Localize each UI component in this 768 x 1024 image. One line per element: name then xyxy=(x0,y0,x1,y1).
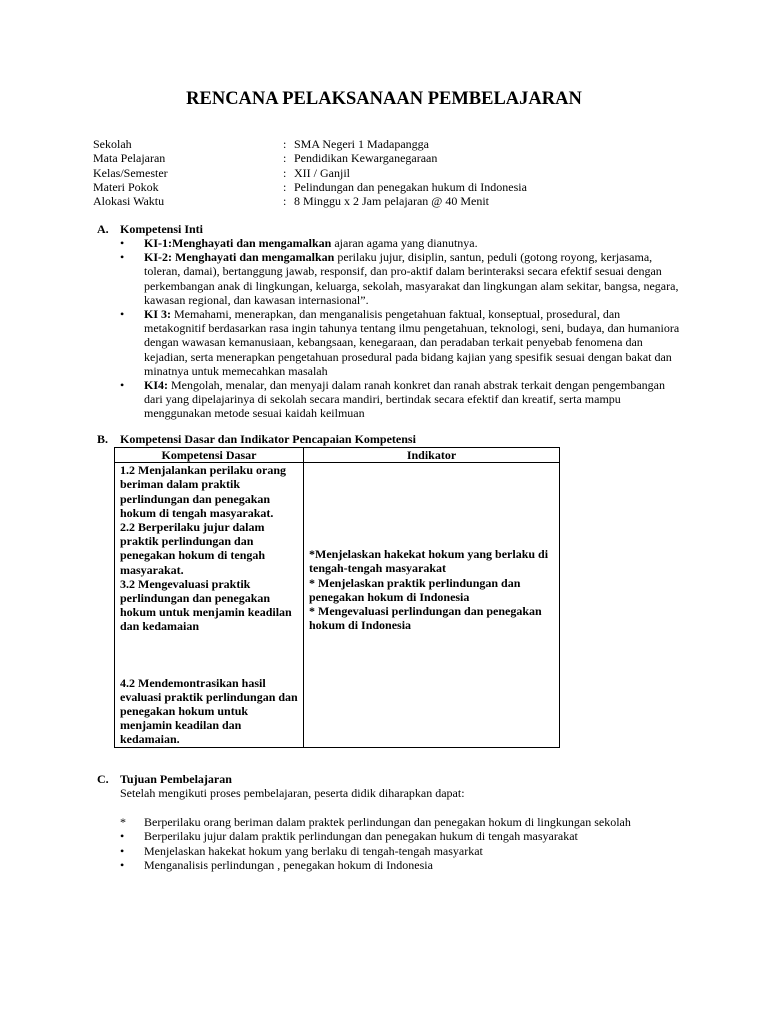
bullet-icon: • xyxy=(120,250,125,265)
ki-label: KI4: xyxy=(144,378,168,393)
list-item xyxy=(120,236,680,250)
identity-info xyxy=(93,137,693,208)
info-row-kelas-semester xyxy=(93,166,693,180)
kd-item: 1.2 Menjalankan perilaku orang beriman dalam praktik perlindungan dan penegakan hokum di tengah masyarakat. xyxy=(120,463,287,520)
indikator-item: *Menjelaskan hakekat hokum yang berlaku di tengah-tengah masyarakat xyxy=(309,547,549,576)
info-row-materi-pokok xyxy=(93,180,693,194)
bullet-icon: • xyxy=(120,236,125,250)
list-item xyxy=(120,829,700,843)
list-item xyxy=(120,250,680,307)
info-colon: : xyxy=(283,151,287,166)
indikator-list xyxy=(309,463,554,632)
kd-spacer xyxy=(120,634,298,676)
kd-item: 3.2 Mengevaluasi praktik perlindungan dan penegakan hokum untuk menjamin keadilan dan kedamaian xyxy=(120,576,292,634)
indikator-item: * Mengevaluasi perlindungan dan penegakan hokum di Indonesia xyxy=(309,604,542,633)
info-value: 8 Minggu x 2 Jam pelajaran @ 40 Menit xyxy=(294,194,490,209)
ki-label: KI 3: xyxy=(144,307,171,322)
section-b-heading xyxy=(97,432,416,446)
info-value: Pelindungan dan penegakan hukum di Indonesia xyxy=(294,179,527,194)
info-label: Materi Pokok xyxy=(93,179,159,194)
section-title: Kompetensi Inti xyxy=(120,222,204,236)
section-letter: B. xyxy=(97,432,109,446)
list-item xyxy=(120,307,680,378)
bullet-icon: • xyxy=(120,843,125,858)
info-row-sekolah xyxy=(93,137,693,151)
list-item xyxy=(120,844,700,858)
info-row-mata-pelajaran xyxy=(93,151,693,165)
ki-text: perilaku jujur, disiplin, santun, peduli (gotong royong, kerjasama, toleran, damai), bertanggung jawab, responsif, dan pro-aktif dalam berinteraksi secara efektif sesuai dengan perkembangan anak di lingkungan, keluarga, sekolah, masyarakat dan lingkungan alam sekitar, bangsa, negara, kawasan regional, dan kawasan internasional”. xyxy=(144,250,679,307)
section-letter: A. xyxy=(97,222,109,236)
document-title: RENCANA PELAKSANAAN PEMBELAJARAN xyxy=(186,89,582,109)
info-label: Kelas/Semester xyxy=(93,165,168,180)
indikator-item: * Menjelaskan praktik perlindungan dan penegakan hokum di Indonesia xyxy=(309,575,521,604)
section-title: Kompetensi Dasar dan Indikator Pencapaian Kompetensi xyxy=(120,432,416,446)
list-item xyxy=(120,858,700,872)
section-title: Tujuan Pembelajaran xyxy=(120,772,232,786)
column-header-kompetensi-dasar: Kompetensi Dasar xyxy=(115,448,304,463)
list-item xyxy=(120,815,700,829)
info-label: Alokasi Waktu xyxy=(93,194,165,209)
ki-text: Mengolah, menalar, dan menyaji dalam ranah konkret dan ranah abstrak terkait dengan pengembangan dari yang dipelajarinya di sekolah secara mandiri, bertindak secara efektif dan kreatif, serta mampu menggunakan metode sesuai kaidah keilmuan xyxy=(144,378,665,421)
info-colon: : xyxy=(283,137,287,151)
tujuan-list xyxy=(120,815,700,872)
info-label: Mata Pelajaran xyxy=(93,151,166,166)
info-value: Pendidikan Kewarganegaraan xyxy=(294,151,438,166)
section-letter: C. xyxy=(97,772,109,786)
info-colon: : xyxy=(283,179,287,194)
ki-label: KI-2: Menghayati dan mengamalkan xyxy=(144,250,335,265)
tujuan-text: Berperilaku orang beriman dalam praktek perlindungan dan penegakan hokum di lingkungan sekolah xyxy=(144,815,631,829)
column-header-indikator: Indikator xyxy=(304,448,560,463)
list-item xyxy=(120,378,680,421)
info-row-alokasi-waktu xyxy=(93,194,693,208)
table-header-row xyxy=(115,448,560,463)
info-colon: : xyxy=(283,165,287,180)
kd-item: 2.2 Berperilaku jujur dalam praktik perlindungan dan penegakan hokum di tengah masyarakat. xyxy=(120,520,266,577)
tujuan-text: Menjelaskan hakekat hokum yang berlaku di tengah-tengah masyarkat xyxy=(144,843,483,858)
bullet-icon: • xyxy=(120,378,125,393)
kompetensi-table xyxy=(114,447,560,748)
tujuan-intro: Setelah mengikuti proses pembelajaran, peserta didik diharapkan dapat: xyxy=(120,786,465,800)
bullet-icon: • xyxy=(120,307,125,322)
kd-item: 4.2 Mendemontrasikan hasil evaluasi praktik perlindungan dan penegakan hokum untuk menjamin keadilan dan kedamaian. xyxy=(120,675,298,747)
tujuan-text: Menganalisis perlindungan , penegakan hokum di Indonesia xyxy=(144,857,433,872)
info-value: SMA Negeri 1 Madapangga xyxy=(294,137,429,151)
kompetensi-dasar-cell xyxy=(115,463,304,747)
section-a-heading xyxy=(97,222,203,236)
indikator-cell xyxy=(304,463,560,747)
bullet-icon: • xyxy=(120,857,125,872)
bullet-icon: • xyxy=(120,829,125,844)
ki-text: Memahami, menerapkan, dan menganalisis pengetahuan faktual, konseptual, prosedural, dan metakognitif berdasarkan rasa ingin tahunya tentang ilmu pengetahuan, teknologi, seni, budaya, dan humaniora dengan wawasan kemanusiaan, kebangsaan, kenegaraan, dan peradaban terkait penyebab fenomena dan kejadian, serta menerapkan pengetahuan prosedural pada bidang kajian yang spesifik sesuai dengan bakat dan minatnya untuk memecahkan masalah xyxy=(144,307,680,378)
asterisk-icon: * xyxy=(120,815,126,829)
tujuan-text: Berperilaku jujur dalam praktik perlindungan dan penegakan hukum di tengah masyarakat xyxy=(144,829,578,844)
info-colon: : xyxy=(283,194,287,209)
ki-text: ajaran agama yang dianutnya. xyxy=(331,236,478,250)
kompetensi-inti-list xyxy=(120,236,680,421)
info-label: Sekolah xyxy=(93,137,132,151)
section-c-heading xyxy=(97,772,232,786)
ki-label: KI-1:Menghayati dan mengamalkan xyxy=(144,236,332,250)
info-value: XII / Ganjil xyxy=(294,165,350,180)
table-row xyxy=(115,463,560,747)
